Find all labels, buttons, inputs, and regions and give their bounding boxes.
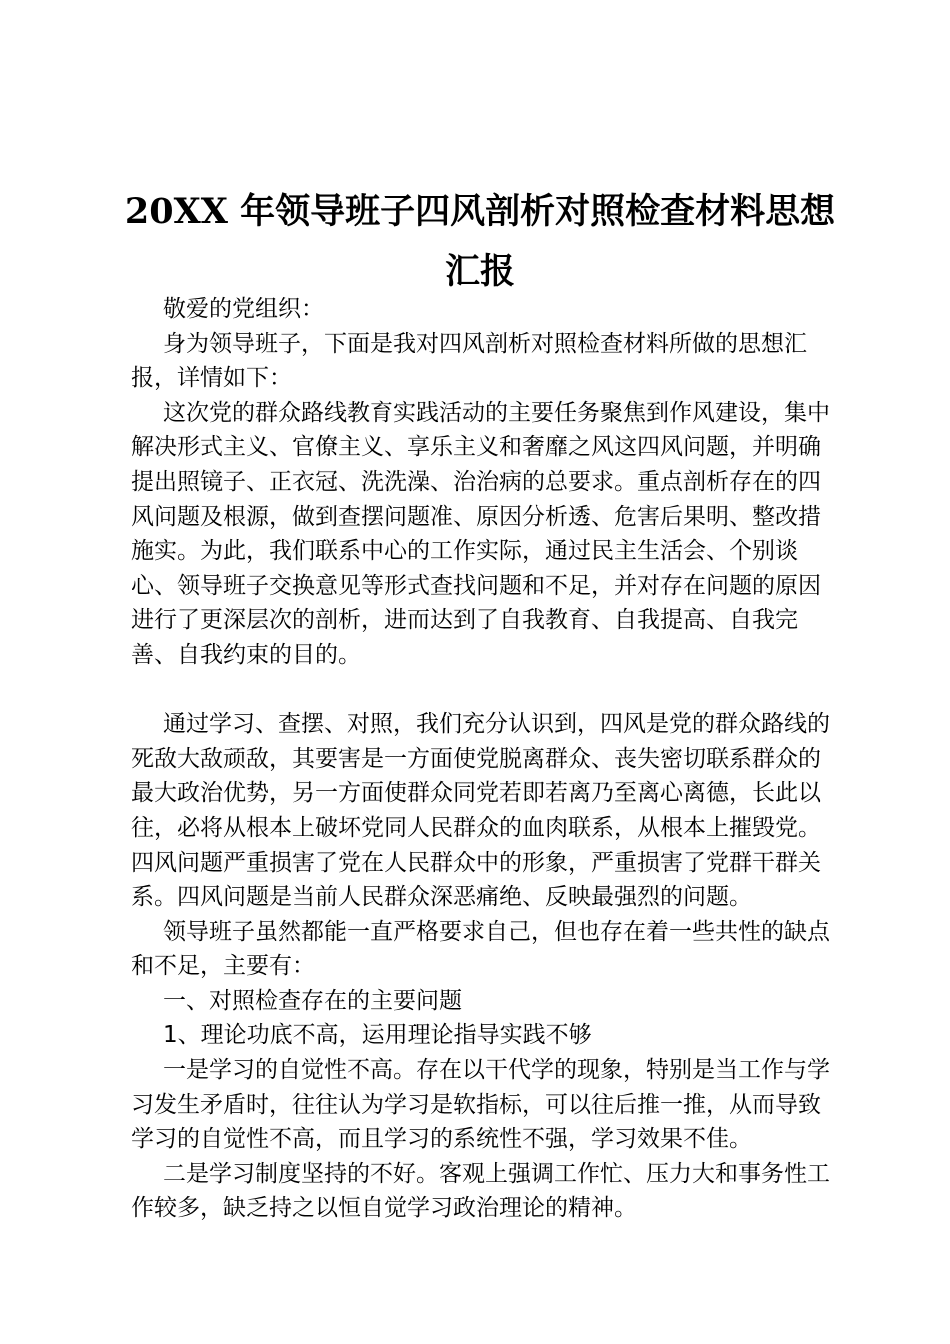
document-title-line-2: 汇报 — [444, 251, 515, 292]
document-title-line-1: 20XX 年领导班子四风剖析对照检查材料思想 — [124, 191, 836, 232]
paragraph-intro: 身为领导班子，下面是我对四风剖析对照检查材料所做的思想汇报，详情如下： — [131, 330, 807, 392]
paragraph-background: 这次党的群众路线教育实践活动的主要任务聚焦到作风建设，集中解决形式主义、官僚主义、享乐主义和奢靡之风这四风问题，并明确提出照镜子、正衣冠、洗洗澡、治治病的总要求。重点剖析存在的四风问题及根源，做到查摆问题准、原因分析透、危害后果明、整改措施实。为此，我们联系中心的工作实际，通过民主生活会、个别谈心、领导班子交换意见等形式查找问题和不足，并对存在问题的原因进行了更深层次的剖析，进而达到了自我教育、自我提高、自我完善、自我约束的目的。 — [131, 399, 830, 668]
paragraph-shortcomings: 领导班子虽然都能一直严格要求自己，但也存在着一些共性的缺点和不足，主要有： — [131, 918, 830, 980]
document-body — [131, 292, 837, 1226]
paragraph-analysis: 通过学习、查摆、对照，我们充分认识到，四风是党的群众路线的死敌大敌顽敌，其要害是一方面使党脱离群众、丧失密切联系群众的最大政治优势，另一方面使群众同党若即若离乃至离心离德，长此以往，必将从根本上破坏党同人民群众的血肉联系，从根本上摧毁党。四风问题严重损害了党在人民群众中的形象，严重损害了党群干群关系。四风问题是当前人民群众深恶痛绝、反映最强烈的问题。 — [131, 711, 830, 911]
section-heading: 一、对照检查存在的主要问题 — [163, 987, 462, 1014]
paragraph-point-two: 二是学习制度坚持的不好。客观上强调工作忙、压力大和事务性工作较多，缺乏持之以恒自觉学习政治理论的精神。 — [131, 1160, 830, 1222]
paragraph-spacer — [131, 673, 837, 708]
subsection-heading: 1、理论功底不高，运用理论指导实践不够 — [163, 1022, 592, 1049]
paragraph-point-one: 一是学习的自觉性不高。存在以干代学的现象，特别是当工作与学习发生矛盾时，往往认为学习是软指标，可以往后推一推，从而导致学习的自觉性不高，而且学习的系统性不强，学习效果不佳。 — [131, 1057, 830, 1153]
salutation: 敬爱的党组织： — [163, 296, 324, 322]
